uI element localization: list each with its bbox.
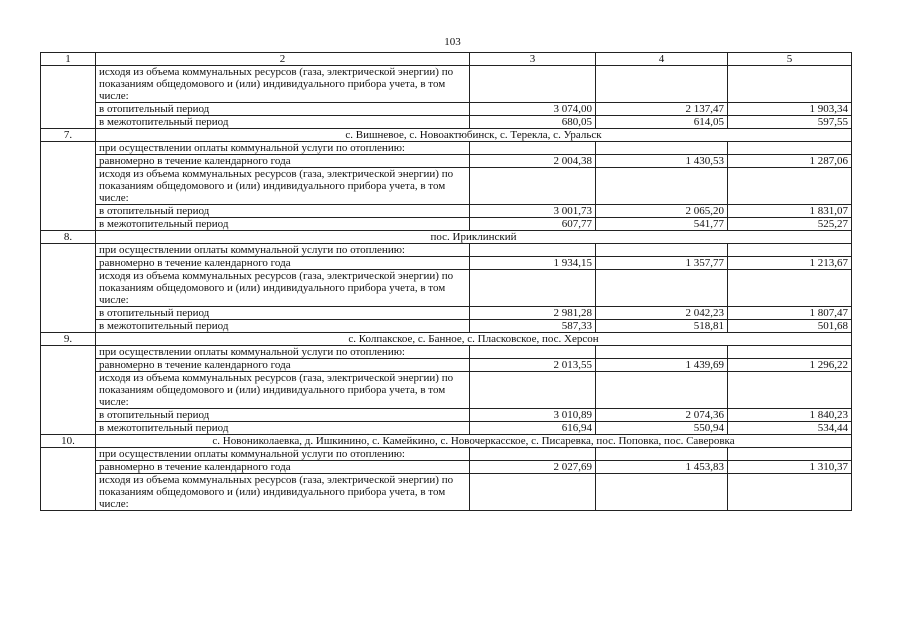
tariff-description: равномерно в течение календарного года: [96, 359, 470, 372]
tariff-row: [41, 346, 852, 359]
tariff-value-col-3: 3 010,89: [470, 409, 596, 422]
tariff-value-col-4: [596, 270, 728, 307]
item-number: 7.: [41, 129, 96, 142]
tariff-value-col-5: 525,27: [728, 218, 852, 231]
tariff-value-col-5: [728, 372, 852, 409]
tariff-description: в межотопительный период: [96, 218, 470, 231]
tariff-row: [41, 372, 852, 409]
tariff-value-col-4: 2 065,20: [596, 205, 728, 218]
tariff-value-col-5: 534,44: [728, 422, 852, 435]
settlement-row: [41, 333, 852, 346]
tariff-row: [41, 168, 852, 205]
empty-number-cell: [41, 66, 96, 129]
tariff-value-col-4: 2 074,36: [596, 409, 728, 422]
tariff-description: равномерно в течение календарного года: [96, 155, 470, 168]
column-number-2: 2: [96, 53, 470, 66]
settlement-names: с. Вишневое, с. Новоактюбинск, с. Терекла, с. Уральск: [96, 129, 852, 142]
tariff-value-col-3: 2 004,38: [470, 155, 596, 168]
tariff-value-col-5: [728, 448, 852, 461]
tariff-value-col-4: 541,77: [596, 218, 728, 231]
tariff-value-col-3: 3 074,00: [470, 103, 596, 116]
tariff-description: равномерно в течение календарного года: [96, 461, 470, 474]
tariff-value-col-5: 1 903,34: [728, 103, 852, 116]
empty-number-cell: [41, 448, 96, 511]
tariff-value-col-3: [470, 372, 596, 409]
tariff-value-col-3: 2 981,28: [470, 307, 596, 320]
column-number-1: 1: [41, 53, 96, 66]
column-number-header-row: [41, 53, 852, 66]
tariff-value-col-5: 1 287,06: [728, 155, 852, 168]
tariff-value-col-3: [470, 66, 596, 103]
tariff-description: при осуществлении оплаты коммунальной услуги по отоплению:: [96, 244, 470, 257]
tariff-value-col-4: 1 357,77: [596, 257, 728, 270]
tariff-value-col-5: [728, 66, 852, 103]
tariff-value-col-3: [470, 448, 596, 461]
tariff-value-col-5: 1 310,37: [728, 461, 852, 474]
tariff-table-body: [41, 53, 852, 511]
tariff-value-col-4: 1 439,69: [596, 359, 728, 372]
tariff-description: в отопительный период: [96, 103, 470, 116]
tariff-row: [41, 270, 852, 307]
tariff-value-col-5: 597,55: [728, 116, 852, 129]
tariff-value-col-5: 1 807,47: [728, 307, 852, 320]
tariff-description: исходя из объема коммунальных ресурсов (газа, электрической энергии) по показаниям общедомового и (или) индивидуального прибора учета, в том числе:: [96, 270, 470, 307]
item-number: 10.: [41, 435, 96, 448]
item-number: 9.: [41, 333, 96, 346]
tariff-description: исходя из объема коммунальных ресурсов (газа, электрической энергии) по показаниям общедомового и (или) индивидуального прибора учета, в том числе:: [96, 474, 470, 511]
column-number-4: 4: [596, 53, 728, 66]
page-number: 103: [444, 36, 461, 48]
tariff-description: исходя из объема коммунальных ресурсов (газа, электрической энергии) по показаниям общедомового и (или) индивидуального прибора учета, в том числе:: [96, 168, 470, 205]
tariff-row: [41, 359, 852, 372]
tariff-value-col-4: 2 137,47: [596, 103, 728, 116]
tariff-description: при осуществлении оплаты коммунальной услуги по отоплению:: [96, 448, 470, 461]
tariff-row: [41, 218, 852, 231]
tariff-value-col-4: [596, 66, 728, 103]
settlement-names: с. Колпакское, с. Банное, с. Пласковское, пос. Херсон: [96, 333, 852, 346]
tariff-value-col-5: 1 296,22: [728, 359, 852, 372]
tariff-row: [41, 422, 852, 435]
tariff-value-col-3: 1 934,15: [470, 257, 596, 270]
tariff-row: [41, 257, 852, 270]
tariff-value-col-4: 1 430,53: [596, 155, 728, 168]
tariff-value-col-3: 587,33: [470, 320, 596, 333]
settlement-names: с. Новониколаевка, д. Ишкинино, с. Камейкино, с. Новочеркасское, с. Писаревка, пос. Поповка, пос. Саверовка: [96, 435, 852, 448]
settlement-row: [41, 231, 852, 244]
tariff-row: [41, 474, 852, 511]
tariff-value-col-3: [470, 142, 596, 155]
tariff-value-col-3: 680,05: [470, 116, 596, 129]
settlement-row: [41, 129, 852, 142]
tariff-value-col-5: 1 840,23: [728, 409, 852, 422]
tariff-value-col-5: 1 213,67: [728, 257, 852, 270]
tariff-row: [41, 142, 852, 155]
tariff-row: [41, 244, 852, 257]
tariff-value-col-4: 2 042,23: [596, 307, 728, 320]
column-number-5: 5: [728, 53, 852, 66]
tariff-row: [41, 155, 852, 168]
tariff-value-col-3: [470, 270, 596, 307]
tariff-description: исходя из объема коммунальных ресурсов (газа, электрической энергии) по показаниям общедомового и (или) индивидуального прибора учета, в том числе:: [96, 66, 470, 103]
tariff-value-col-4: 518,81: [596, 320, 728, 333]
tariff-value-col-3: 3 001,73: [470, 205, 596, 218]
tariff-value-col-4: [596, 168, 728, 205]
tariff-value-col-5: [728, 244, 852, 257]
tariff-row: [41, 205, 852, 218]
tariff-description: исходя из объема коммунальных ресурсов (газа, электрической энергии) по показаниям общедомового и (или) индивидуального прибора учета, в том числе:: [96, 372, 470, 409]
tariff-value-col-4: 550,94: [596, 422, 728, 435]
tariff-row: [41, 409, 852, 422]
tariff-row: [41, 448, 852, 461]
tariff-description: в отопительный период: [96, 409, 470, 422]
settlement-names: пос. Ириклинский: [96, 231, 852, 244]
tariff-value-col-4: [596, 142, 728, 155]
tariff-value-col-5: [728, 346, 852, 359]
tariff-value-col-4: 614,05: [596, 116, 728, 129]
tariff-row: [41, 116, 852, 129]
tariff-value-col-5: [728, 168, 852, 205]
tariff-value-col-5: [728, 270, 852, 307]
column-number-3: 3: [470, 53, 596, 66]
tariff-value-col-4: [596, 244, 728, 257]
tariff-description: в отопительный период: [96, 307, 470, 320]
tariff-value-col-4: [596, 474, 728, 511]
tariff-row: [41, 320, 852, 333]
tariff-value-col-3: 2 013,55: [470, 359, 596, 372]
tariff-description: в межотопительный период: [96, 422, 470, 435]
tariff-value-col-4: [596, 372, 728, 409]
tariff-value-col-4: [596, 346, 728, 359]
tariff-value-col-5: 1 831,07: [728, 205, 852, 218]
tariff-description: в межотопительный период: [96, 116, 470, 129]
tariff-value-col-3: [470, 346, 596, 359]
tariff-value-col-5: [728, 142, 852, 155]
tariff-value-col-3: [470, 168, 596, 205]
tariff-value-col-3: [470, 474, 596, 511]
tariff-row: [41, 461, 852, 474]
tariff-description: при осуществлении оплаты коммунальной услуги по отоплению:: [96, 346, 470, 359]
tariff-description: в межотопительный период: [96, 320, 470, 333]
empty-number-cell: [41, 244, 96, 333]
tariff-row: [41, 66, 852, 103]
tariff-row: [41, 307, 852, 320]
tariff-value-col-4: [596, 448, 728, 461]
tariff-description: при осуществлении оплаты коммунальной услуги по отоплению:: [96, 142, 470, 155]
tariff-row: [41, 103, 852, 116]
tariff-value-col-3: 2 027,69: [470, 461, 596, 474]
empty-number-cell: [41, 142, 96, 231]
item-number: 8.: [41, 231, 96, 244]
tariff-value-col-5: 501,68: [728, 320, 852, 333]
tariff-table: [40, 52, 852, 511]
settlement-row: [41, 435, 852, 448]
tariff-value-col-3: 616,94: [470, 422, 596, 435]
tariff-value-col-4: 1 453,83: [596, 461, 728, 474]
tariff-value-col-3: 607,77: [470, 218, 596, 231]
tariff-value-col-3: [470, 244, 596, 257]
tariff-description: равномерно в течение календарного года: [96, 257, 470, 270]
tariff-value-col-5: [728, 474, 852, 511]
empty-number-cell: [41, 346, 96, 435]
tariff-description: в отопительный период: [96, 205, 470, 218]
